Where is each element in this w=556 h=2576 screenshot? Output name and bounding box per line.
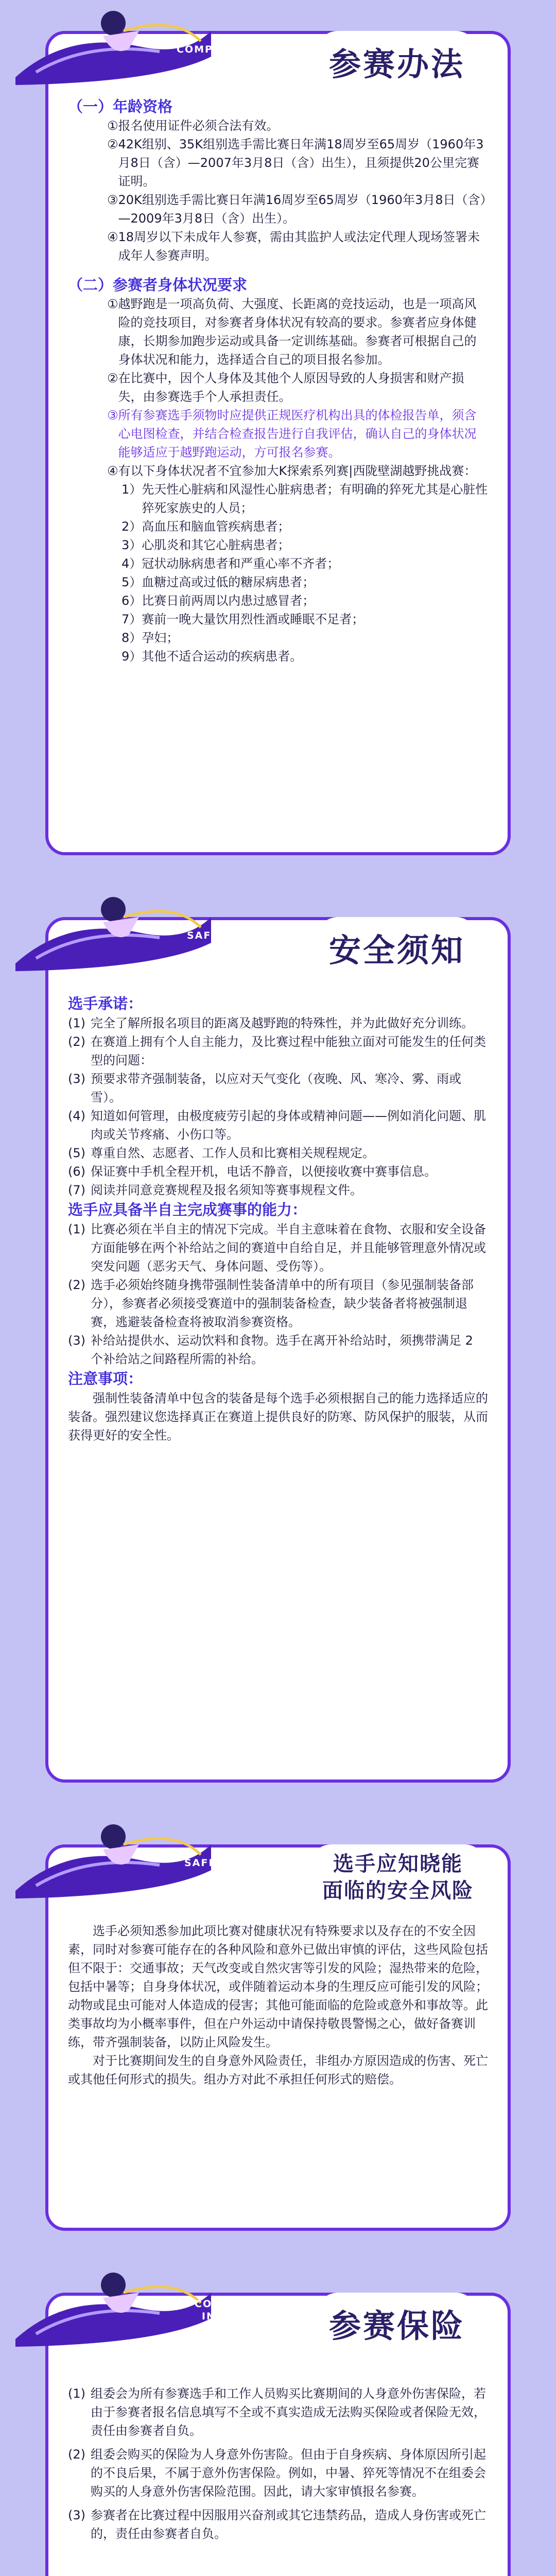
safety-section (45, 886, 511, 1783)
risk-body (68, 1922, 488, 2089)
condition-item: 3） 心肌炎和其它心脏病患者； (121, 538, 290, 552)
rules-section (45, 0, 511, 855)
age-item: ④ 18周岁以下未成年人参赛，需由其监护人或法定代理人现场签署未成年人参赛声明。 (107, 230, 480, 263)
safety-label-en: SAFETY NOTICE (187, 930, 286, 941)
promise-item: (2) 在赛道上拥有个人自主能力，及比赛过程中能独立面对可能发生的任何类型的问题： (68, 1035, 486, 1067)
note-heading: 注意事项： (68, 1370, 143, 1387)
condition-item: 8） 孕妇； (121, 631, 179, 645)
rules-title (317, 31, 477, 92)
health-list (68, 295, 488, 666)
risk-label-en: SAFETY RISK (184, 1857, 267, 1869)
ability-item: (1) 比赛必须在半自主的情况下完成。半自主意味着在食物、衣服和安全设备方面能够在两个补给站之间的赛道中自给自足，并且能够管理意外情况或突发问题（恶劣天气、身体问题、受伤等）。 (68, 1222, 486, 1274)
condition-item: 9） 其他不适合运动的疾病患者。 (121, 649, 303, 664)
promise-heading: 选手承诺： (68, 995, 143, 1012)
ability-list (68, 1220, 488, 1368)
promise-item: (5) 尊重自然、志愿者、工作人员和比赛相关规程规定。 (68, 1146, 375, 1160)
risk-section (45, 1814, 511, 2231)
promise-item: (3) 预要求带齐强制装备，以应对天气变化（夜晚、风、寒冷、雾、雨或雪）。 (68, 1072, 461, 1105)
insurance-label-line2: INSURANCE (201, 2311, 275, 2322)
health-heading: （二）参赛者身体状况要求 (68, 276, 248, 294)
risk-title-line2: 面临的安全风险 (322, 1879, 474, 1903)
age-list (68, 116, 488, 265)
insurance-label-en (195, 2298, 282, 2323)
insurance-item: (3) 参赛者在比赛过程中因服用兴奋剂或其它违禁药品，造成人身伤害或死亡的，责任由参赛者自负。 (68, 2508, 486, 2541)
ability-item: (3) 补给站提供水、运动饮料和食物。选手在离开补给站时，须携带满足 2 个补给站之间路程所需的补给。 (68, 1333, 473, 1366)
promise-list (68, 1014, 488, 1199)
condition-item: 7） 赛前一晚大量饮用烈性酒或睡眠不足者； (121, 612, 364, 626)
age-item: ① 报名使用证件必须合法有效。 (107, 118, 279, 133)
condition-item: 2） 高血压和脑血管疾病患者； (121, 519, 290, 534)
rules-title-text: 参赛办法 (328, 45, 465, 83)
promise-item: (4) 知道如何管理，由极度疲劳引起的身体或精神问题——例如消化问题、肌肉或关节疼痛、小伤口等。 (68, 1109, 486, 1142)
safety-body (68, 993, 488, 1445)
age-item: ② 42K组别、35K组别选手需比赛日年满18周岁至65周岁（1960年3月8日（含）—2007年3月8日（含）出生），且须提供20公里完赛证明。 (107, 137, 484, 189)
condition-item: 5） 血糖过高或过低的糖尿病患者； (121, 575, 315, 589)
promise-item: (1) 完全了解所报名项目的距离及越野跑的特殊性，并为此做好充分训练。 (68, 1016, 474, 1030)
ability-heading: 选手应具备半自主完成赛事的能力： (68, 1201, 307, 1218)
risk-title-line1: 选手应知晓能 (333, 1852, 463, 1876)
rules-label-en: COMPETITION RULES (177, 44, 309, 55)
promise-item: (7) 阅读并同意竞赛规程及报名须知等赛事规程文件。 (68, 1183, 362, 1197)
safety-title (317, 917, 477, 978)
risk-title (310, 1844, 485, 1910)
insurance-item: (2) 组委会购买的保险为人身意外伤害险。但由于自身疾病、身体原因所引起的不良后果，不属于意外伤害保险。例如，中暑、猝死等情况不在组委会购买的人身意外伤害保险范围。因此，请大家审慎报名参赛。 (68, 2447, 486, 2499)
promise-item: (6) 保证赛中手机全程开机，电话不静音，以便接收赛中赛事信息。 (68, 1164, 437, 1179)
note-text: 强制性装备清单中包含的装备是每个选手必须根据自己的能力选择适应的装备。强烈建议您选择真正在赛道上提供良好的防寒、防风保护的服装，从而获得更好的安全性。 (68, 1391, 488, 1443)
condition-item: 1） 先天性心脏病和风湿性心脏病患者；有明确的猝死尤其是心脏性猝死家族史的人员； (121, 482, 488, 515)
condition-item: 4） 冠状动脉病患者和严重心率不齐者； (121, 556, 340, 571)
health-item: ① 越野跑是一项高负荷、大强度、长距离的竞技运动，也是一项高风险的竞技项目，对参赛者身体状况有较高的要求。参赛者应身体健康，长期参加跑步运动或具备一定训练基础。参赛者可根据自己的身体状况和能力，选择适合自己的项目报名参加。 (107, 297, 477, 367)
rules-body (68, 97, 488, 666)
insurance-label-line1: COMPETITION (195, 2298, 283, 2310)
ability-item: (2) 选手必须始终随身携带强制性装备清单中的所有项目（参见强制装备部分），参赛者必须接受赛道中的强制装备检查，缺少装备者将被强制退赛，逃避装备检查将被取消参赛资格。 (68, 1278, 474, 1329)
health-item: ② 在比赛中，因个人身体及其他个人原因导致的人身损害和财产损失，由参赛选手个人承担责任。 (107, 371, 464, 404)
conditions-list (107, 480, 488, 666)
condition-item: 6） 比赛日前两周以内患过感冒者； (121, 594, 315, 608)
insurance-item: (1) 组委会为所有参赛选手和工作人员购买比赛期间的人身意外伤害保险，若由于参赛者报名信息填写不全或不真实造成无法购买保险或者保险无效，责任由参赛者自负。 (68, 2386, 486, 2438)
insurance-section (45, 2262, 511, 2576)
safety-title-text: 安全须知 (328, 931, 465, 969)
risk-paragraph: 对于比赛期间发生的自身意外风险责任，非组办方原因造成的伤害、死亡或其他任何形式的损失。组办方对此不承担任何形式的赔偿。 (68, 2054, 488, 2087)
age-heading: （一）年龄资格 (68, 98, 173, 115)
risk-paragraph: 选手必须知悉参加此项比赛对健康状况有特殊要求以及存在的不安全因素，同时对参赛可能存在的各种风险和意外已做出审慎的评估，这些风险包括但不限于：交通事故；天气改变或自然灾害等引发的风险；湿热带来的危险，包括中暑等；自身身体状况，或伴随着运动本身的生理反应可能引发的风险；动物或昆虫可能对人体造成的侵害；其他可能面临的危险或意外和事故等。此类事故均为小概率事件，但在户外运动中请保持敬畏警惕之心，做好备赛训练，带齐强制装备，以防止风险发生。 (68, 1924, 488, 2049)
insurance-body (68, 2384, 488, 2543)
age-item: ③ 20K组别选手需比赛日年满16周岁至65周岁（1960年3月8日（含）—2009年3月8日（含）出生）。 (107, 193, 486, 226)
health-item: ④ 有以下身体状况者不宜参加大K探索系列赛|西陇壁湖越野挑战赛： (107, 464, 477, 478)
insurance-title (317, 2293, 477, 2353)
mascot-decoration-icon (5, 2262, 221, 2349)
insurance-title-text: 参赛保险 (328, 2307, 465, 2345)
health-item-highlight: ③ 所有参赛选手须物时应提供正规医疗机构出具的体检报告单，须含心电图检查，并结合检查报告进行自我评估，确认自己的身体状况能够适应于越野跑运动，方可报名参赛。 (107, 408, 477, 460)
